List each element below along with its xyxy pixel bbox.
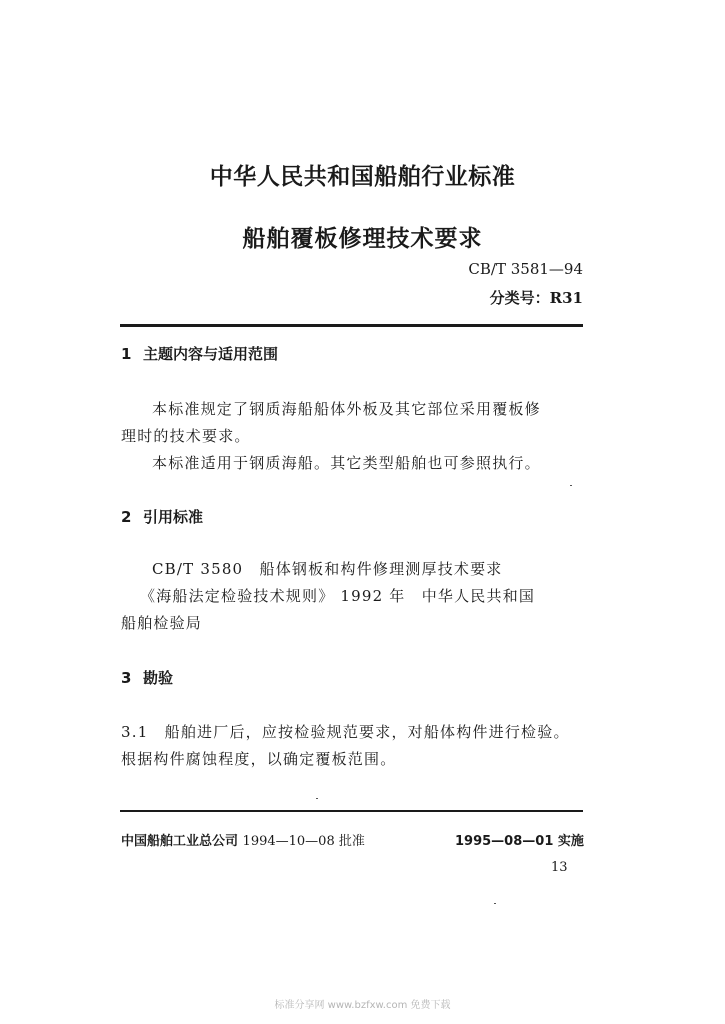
header-divider	[120, 324, 583, 327]
watermark: 标准分享网 www.bzfxw.com 免费下载	[274, 1000, 451, 1011]
standard-title: 中华人民共和国船舶行业标准	[209, 164, 516, 190]
scan-speck	[316, 798, 318, 799]
section-title: 勘验	[143, 669, 174, 687]
page-number: 13	[551, 860, 568, 875]
document-title: 船舶覆板修理技术要求	[242, 226, 483, 252]
footer-issuer	[121, 830, 365, 849]
approval-date: 1994—10—08 批准	[242, 834, 365, 849]
section-number: 2	[121, 508, 132, 526]
paragraph-line: 本标准适用于钢质海船。其它类型船舶也可参照执行。	[152, 454, 541, 472]
footer-divider	[120, 810, 583, 812]
classification-code: 分类号：R31	[489, 289, 583, 307]
section-3-heading	[121, 667, 173, 688]
paragraph-line: 根据构件腐蚀程度，以确定覆板范围。	[121, 750, 397, 768]
section-number: 3	[121, 669, 132, 687]
paragraph-line: 3.1 船舶进厂后，应按检验规范要求，对船体构件进行检验。	[121, 723, 570, 741]
reference-line: CB/T 3580 船体钢板和构件修理测厚技术要求	[152, 560, 503, 578]
paragraph-line: 理时的技术要求。	[121, 427, 251, 445]
section-title: 主题内容与适用范围	[143, 345, 279, 363]
scan-speck	[570, 485, 572, 486]
section-2-heading	[121, 506, 203, 527]
section-title: 引用标准	[143, 508, 204, 526]
section-1-heading	[121, 343, 278, 364]
scan-speck	[494, 903, 496, 904]
reference-line: 《海船法定检验技术规则》 1992 年 中华人民共和国	[140, 587, 536, 605]
standard-code: CB/T 3581—94	[468, 260, 583, 278]
effective-date: 1995—08—01 实施	[455, 834, 584, 849]
issuer-name: 中国船舶工业总公司	[121, 834, 239, 849]
reference-line: 船舶检验局	[121, 614, 203, 632]
section-number: 1	[121, 345, 132, 363]
paragraph-line: 本标准规定了钢质海船船体外板及其它部位采用覆板修	[152, 400, 541, 418]
